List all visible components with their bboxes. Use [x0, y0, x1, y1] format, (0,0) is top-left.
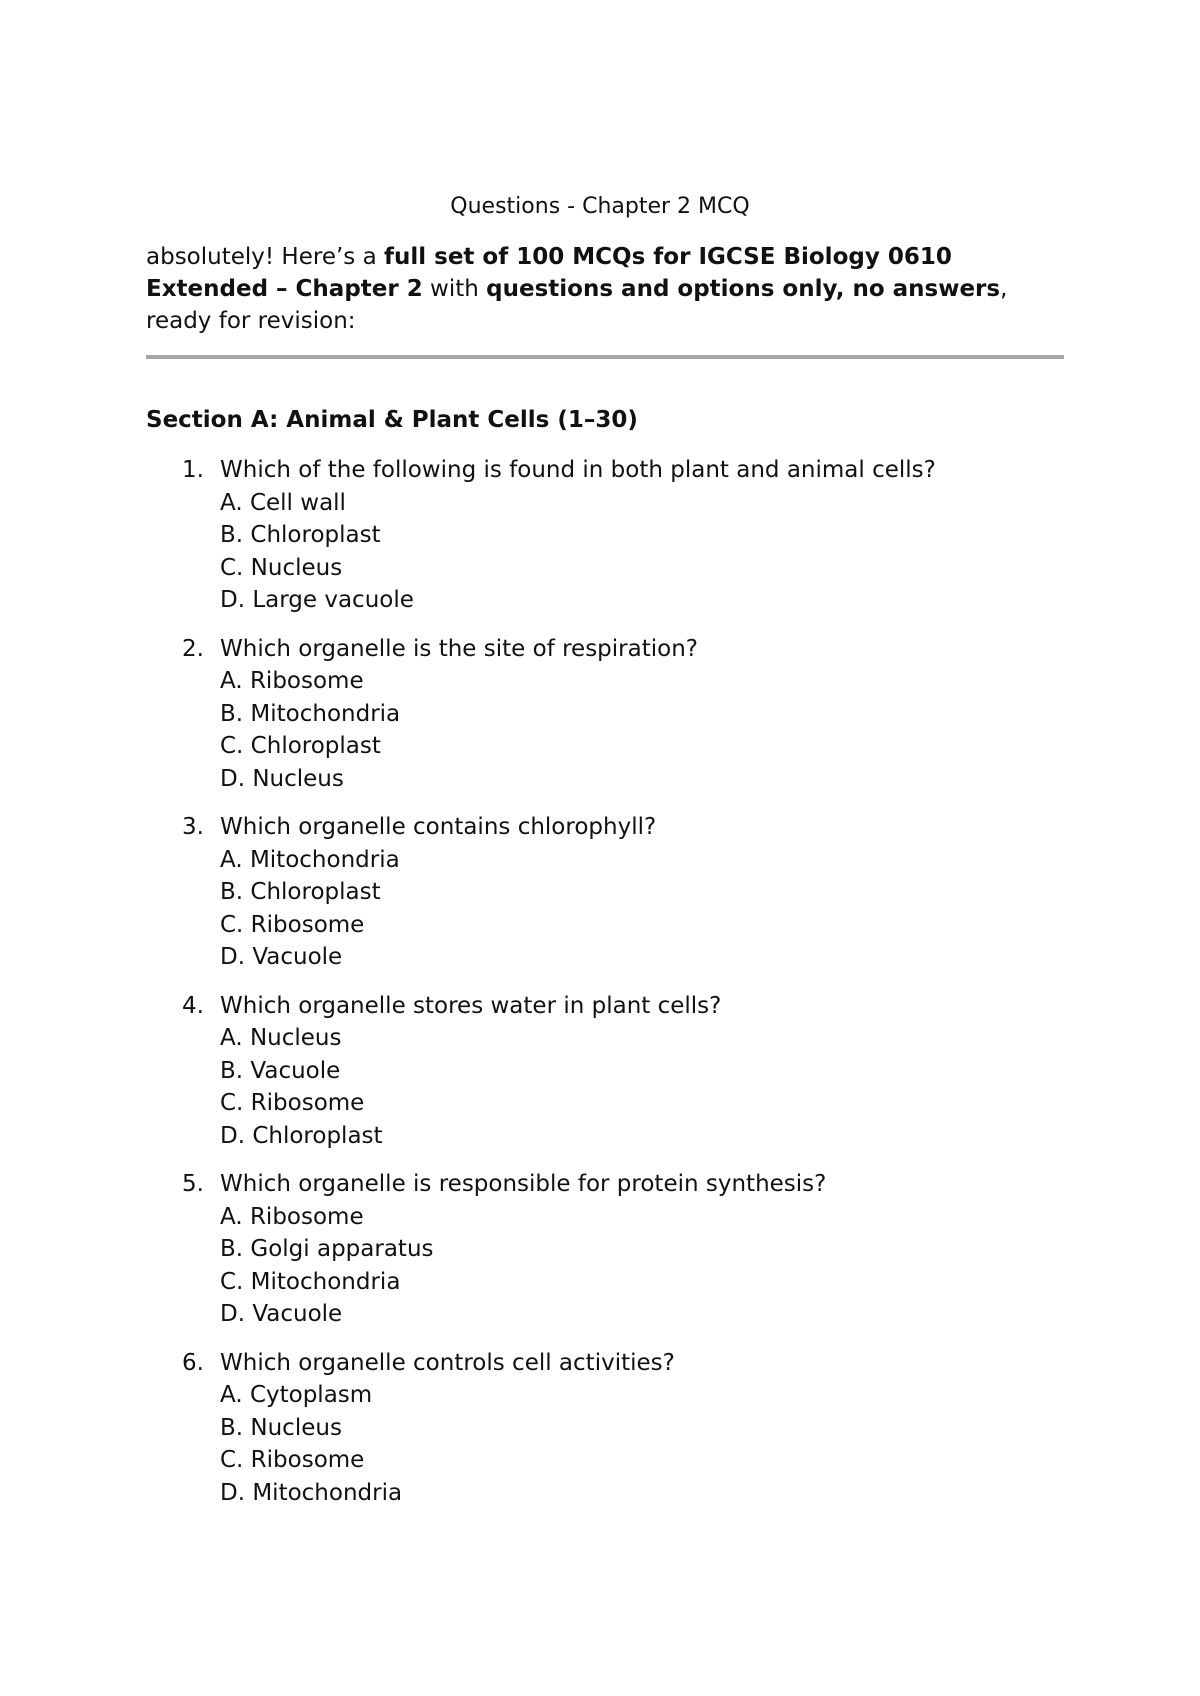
- question-text: Which organelle stores water in plant cells?: [220, 992, 722, 1019]
- intro-text-1: absolutely! Here’s a: [146, 244, 384, 270]
- question-list: [146, 454, 1066, 1525]
- option-d: D. Nucleus: [220, 765, 344, 792]
- option-b: B. Chloroplast: [220, 879, 381, 905]
- intro-text-3: , ready for revision:: [146, 276, 1008, 334]
- option-a: A. Ribosome: [220, 1203, 364, 1230]
- section-heading: Section A: Animal & Plant Cells (1–30): [146, 407, 638, 433]
- question-item: [146, 1347, 1066, 1510]
- question-number: 3.: [182, 814, 204, 840]
- intro-bold-2: questions and options only, no answers: [486, 276, 1001, 302]
- question-number: 5.: [182, 1171, 204, 1197]
- question-number: 1.: [182, 457, 204, 483]
- option-a: A. Mitochondria: [220, 846, 400, 873]
- option-d: D. Mitochondria: [220, 1479, 403, 1506]
- document-title: Questions - Chapter 2 MCQ: [450, 194, 750, 219]
- option-b: B. Golgi apparatus: [220, 1236, 434, 1262]
- question-text: Which organelle is responsible for protein synthesis?: [220, 1171, 827, 1197]
- option-a: A. Ribosome: [220, 668, 364, 694]
- question-item: [146, 633, 1066, 796]
- question-item: [146, 454, 1066, 617]
- question-item: [146, 1168, 1066, 1331]
- option-b: B. Nucleus: [220, 1414, 342, 1441]
- question-text: Which organelle controls cell activities?: [220, 1349, 675, 1376]
- option-b: B. Chloroplast: [220, 522, 381, 548]
- question-text: Which organelle contains chlorophyll?: [220, 814, 657, 840]
- option-d: D. Large vacuole: [220, 587, 414, 613]
- horizontal-divider: [146, 355, 1064, 359]
- intro-paragraph: [146, 241, 1066, 337]
- option-d: D. Vacuole: [220, 1301, 343, 1327]
- option-a: A. Cytoplasm: [220, 1382, 373, 1408]
- option-c: C. Chloroplast: [220, 733, 381, 759]
- option-b: B. Mitochondria: [220, 700, 401, 727]
- intro-bold-1: full set of 100 MCQs for IGCSE Biology 0610 Extended – Chapter 2: [146, 244, 952, 302]
- question-item: [146, 811, 1066, 974]
- option-c: C. Mitochondria: [220, 1268, 401, 1295]
- option-c: C. Nucleus: [220, 554, 343, 581]
- option-b: B. Vacuole: [220, 1057, 341, 1084]
- question-text: Which of the following is found in both plant and animal cells?: [220, 457, 936, 483]
- question-text: Which organelle is the site of respiration?: [220, 635, 698, 662]
- question-number: 6.: [182, 1349, 204, 1376]
- question-number: 4.: [182, 992, 204, 1019]
- option-c: C. Ribosome: [220, 1447, 365, 1473]
- option-d: D. Vacuole: [220, 944, 343, 970]
- option-c: C. Ribosome: [220, 1090, 365, 1116]
- option-d: D. Chloroplast: [220, 1122, 383, 1149]
- question-item: [146, 990, 1066, 1153]
- option-c: C. Ribosome: [220, 911, 365, 938]
- option-a: A. Nucleus: [220, 1025, 342, 1051]
- intro-text-2: with: [422, 276, 487, 302]
- option-a: A. Cell wall: [220, 489, 346, 516]
- question-number: 2.: [182, 635, 204, 662]
